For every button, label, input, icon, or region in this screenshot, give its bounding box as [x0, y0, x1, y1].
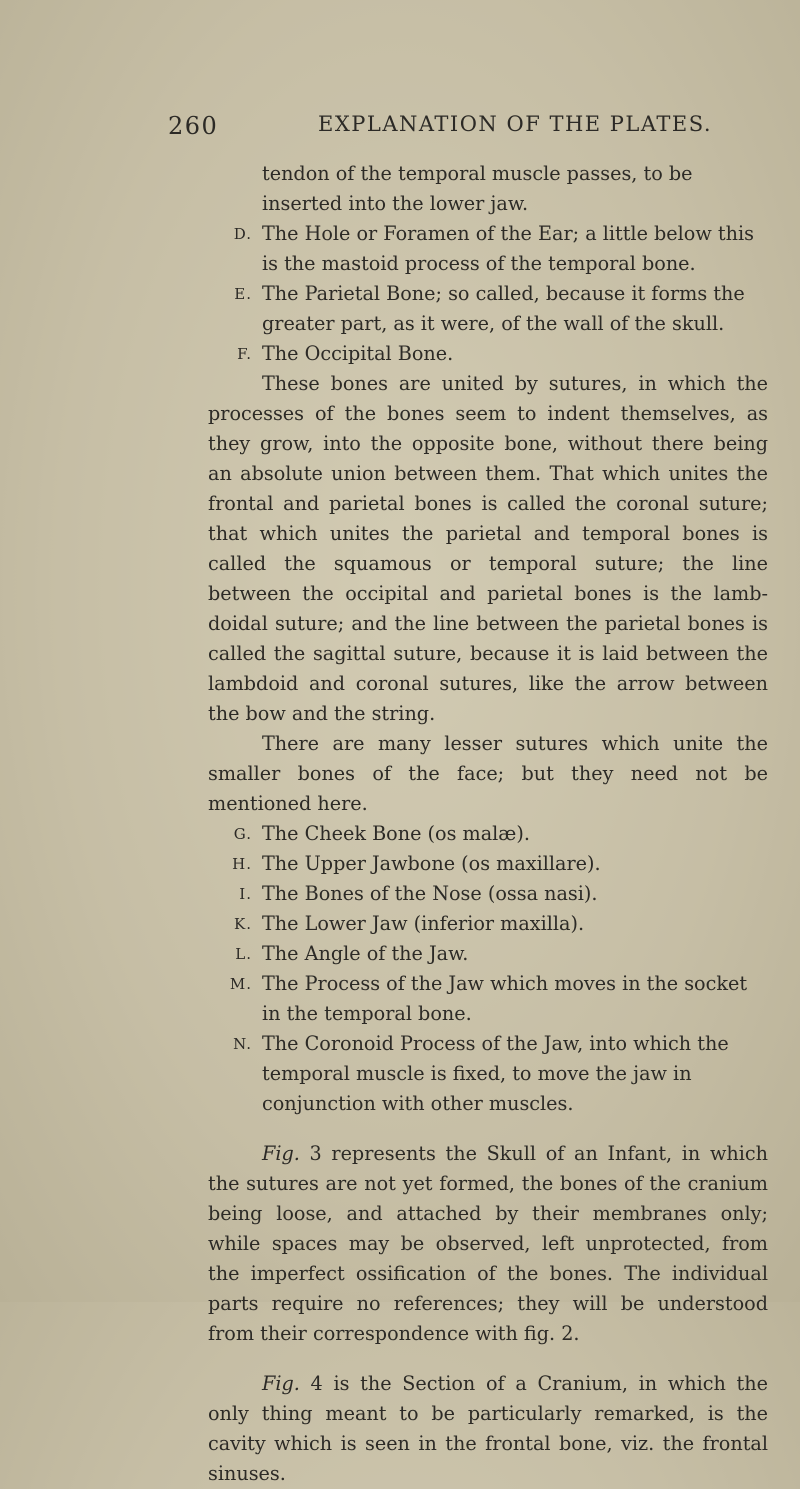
running-head: EXPLANATION OF THE PLATES.: [318, 112, 713, 136]
reference-text: The Angle of the Jaw.: [262, 942, 469, 965]
reference-letter: K.: [234, 915, 252, 933]
reference-letter: F.: [237, 345, 252, 363]
reference-letter: H.: [232, 855, 252, 873]
reference-entry: [208, 339, 768, 369]
reference-text: The Occipital Bone.: [262, 342, 454, 365]
reference-text: The Bones of the Nose (ossa nasi).: [262, 882, 598, 905]
reference-entry: [208, 819, 768, 849]
paragraph-fig-4: [208, 1369, 768, 1489]
reference-letter: N.: [233, 1035, 252, 1053]
reference-text: The Lower Jaw (inferior maxilla).: [262, 912, 585, 935]
reference-letter: E.: [234, 285, 252, 303]
reference-text: The Parietal Bone; so called, because it forms the greater part, as it were, of the wall of the skull.: [262, 282, 745, 335]
reference-entry: [208, 1029, 768, 1119]
fig-3-number: 3: [309, 1142, 322, 1165]
reference-entry: [208, 879, 768, 909]
fig-3-text: represents the Skull of an Infant, in which the sutures are not yet formed, the bones of the cranium being loose, and attached by their membranes only; while spaces may be observed, left unprotected, from the imperfect ossification of the bones. The individual parts require no references; they will be understood from their correspondence with fig. 2.: [208, 1142, 768, 1345]
reference-text: The Upper Jawbone (os maxillare).: [262, 852, 601, 875]
paragraph-sutures: These bones are united by sutures, in which the processes of the bones seem to indent themselves, as they grow, into the opposite bone, without there being an absolute union between them. That which unites the frontal and parietal bones is called the coronal suture; that which unites the parietal and temporal bones is called the squamous or temporal suture; the line between the occipital and parietal bones is the lamb-doidal suture; and the line between the parietal bones is called the sagittal suture, because it is laid between the lambdoid and coronal sutures, like the arrow between the bow and the string.: [208, 372, 768, 725]
reference-entry: [208, 849, 768, 879]
reference-list-1: [208, 219, 768, 369]
reference-letter: D.: [233, 225, 252, 243]
page-number: 260: [168, 112, 219, 140]
fig-4-text: is the Section of a Cranium, in which the only thing meant to be particularly remarked, is the cavity which is seen in the frontal bone, viz. the frontal sinuses.: [208, 1372, 768, 1485]
page-body: [208, 159, 768, 1489]
reference-letter: M.: [229, 975, 252, 993]
reference-entry: [208, 909, 768, 939]
paragraph-fig-3: [208, 1139, 768, 1349]
reference-text: The Cheek Bone (os malæ).: [262, 822, 530, 845]
fig-4-label: Fig.: [262, 1372, 300, 1395]
reference-text: The Hole or Foramen of the Ear; a little below this is the mastoid process of the temporal bone.: [262, 222, 754, 275]
reference-entry: [208, 969, 768, 1029]
reference-letter: G.: [233, 825, 252, 843]
reference-entry: [208, 939, 768, 969]
paragraph-lesser-sutures: There are many lesser sutures which unite the smaller bones of the face; but they need not be mentioned here.: [208, 732, 768, 815]
reference-letter: L.: [235, 945, 252, 963]
reference-text: The Process of the Jaw which moves in the socket in the temporal bone.: [262, 972, 748, 1025]
reference-entry: [208, 219, 768, 279]
entry-c-continuation: tendon of the temporal muscle passes, to be inserted into the lower jaw.: [262, 162, 693, 215]
reference-letter: I.: [239, 885, 252, 903]
reference-list-2: [208, 819, 768, 1119]
fig-3-label: Fig.: [262, 1142, 300, 1165]
reference-text: The Coronoid Process of the Jaw, into which the temporal muscle is fixed, to move the jaw in conjunction with other muscles.: [262, 1032, 729, 1115]
reference-entry: [208, 279, 768, 339]
fig-4-number: 4: [310, 1372, 323, 1395]
